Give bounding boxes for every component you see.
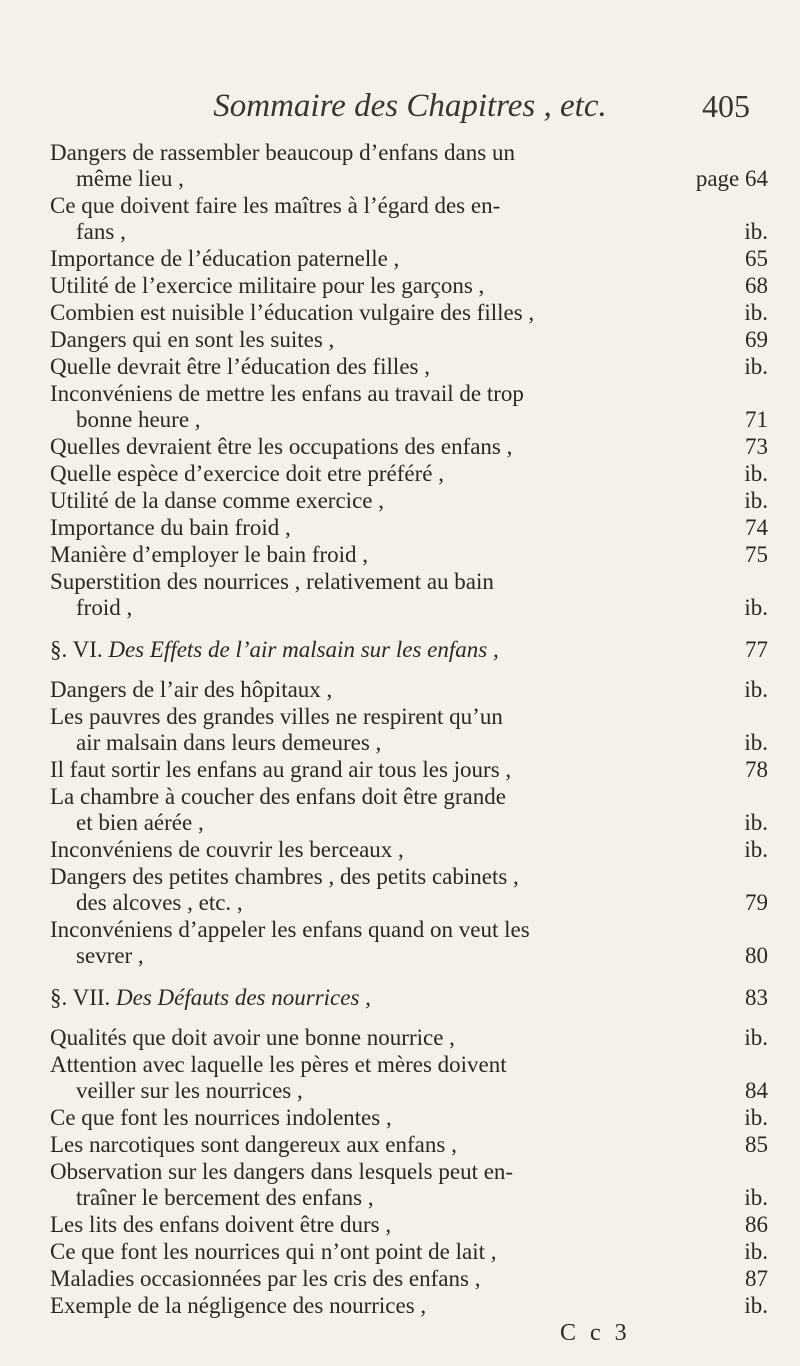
section-heading-vii — [50, 985, 768, 1011]
entry-text-continuation: traîner le bercement des enfans , — [76, 1185, 374, 1210]
entry-text: Importance de l’éducation paternelle , — [50, 246, 400, 271]
toc-entry — [50, 246, 768, 272]
toc-entry — [50, 1052, 768, 1104]
catchword: C c 3 — [560, 1320, 631, 1346]
entry-page: 65 — [745, 246, 768, 271]
toc-entry — [50, 704, 768, 756]
entry-text: Dangers qui en sont les suites , — [50, 327, 335, 352]
entry-text-continuation: air malsain dans leurs demeures , — [76, 730, 382, 755]
entry-text: Ce que font les nourrices qui n’ont point de lait , — [50, 1239, 497, 1264]
entry-page: 73 — [745, 434, 768, 459]
entry-text: Dangers de rassembler beaucoup d’enfans dans un — [50, 140, 515, 165]
toc-entry — [50, 354, 768, 380]
entry-page: ib. — [744, 1293, 768, 1318]
entry-page: ib. — [744, 461, 768, 486]
entry-page: ib. — [744, 488, 768, 513]
entry-text-continuation: froid , — [76, 595, 133, 620]
entry-text: Il faut sortir les enfans au grand air tous les jours , — [50, 757, 512, 782]
entry-text: Observation sur les dangers dans lesquels peut en- — [50, 1159, 514, 1184]
toc-entry — [50, 273, 768, 299]
toc-entry — [50, 1025, 768, 1051]
entry-text: Maladies occasionnées par les cris des enfans , — [50, 1266, 481, 1291]
toc-entry — [50, 1105, 768, 1131]
entry-page: 69 — [745, 327, 768, 352]
entry-text: Inconvéniens de mettre les enfans au travail de trop — [50, 381, 524, 406]
entry-text: Manière d’employer le bain froid , — [50, 542, 369, 567]
toc-entry — [50, 1293, 768, 1319]
entry-page: ib. — [744, 677, 768, 702]
toc-entry — [50, 757, 768, 783]
entry-text: Ce que doivent faire les maîtres à l’égard des en- — [50, 193, 501, 218]
entry-page: ib. — [744, 730, 768, 755]
entry-text: Inconvéniens de couvrir les berceaux , — [50, 837, 404, 862]
entry-list-part-6 — [50, 677, 768, 969]
entry-page: 80 — [745, 943, 768, 968]
toc-entry — [50, 381, 768, 433]
toc-entry — [50, 1159, 768, 1211]
entry-text-continuation: veiller sur les nourrices , — [76, 1078, 303, 1103]
toc-entry — [50, 193, 768, 245]
entry-page: 85 — [745, 1132, 768, 1157]
entry-page: 84 — [745, 1078, 768, 1103]
entry-text-continuation: fans , — [76, 219, 126, 244]
toc-entry — [50, 461, 768, 487]
entry-text: Dangers de l’air des hôpitaux , — [50, 677, 333, 702]
toc-entry — [50, 917, 768, 969]
entry-page: ib. — [744, 1185, 768, 1210]
entry-page: 78 — [745, 757, 768, 782]
toc-entry — [50, 784, 768, 836]
entry-text: Les pauvres des grandes villes ne respirent qu’un — [50, 704, 503, 729]
section-page: 77 — [745, 637, 768, 662]
entry-page: 87 — [745, 1266, 768, 1291]
toc-entry — [50, 542, 768, 568]
entry-page: 75 — [745, 542, 768, 567]
entry-text: Combien est nuisible l’éducation vulgaire des filles , — [50, 300, 535, 325]
entry-page: ib. — [744, 300, 768, 325]
entry-text: Exemple de la négligence des nourrices , — [50, 1293, 427, 1318]
toc-entry — [50, 300, 768, 326]
section-heading-vi — [50, 637, 768, 663]
entry-text: Quelle espèce d’exercice doit etre préféré , — [50, 461, 444, 486]
toc-entry — [50, 1266, 768, 1292]
entry-page: ib. — [744, 1025, 768, 1050]
entry-text: Importance du bain froid , — [50, 515, 291, 540]
entry-page: ib. — [744, 595, 768, 620]
section-symbol: §. VI. — [50, 637, 103, 662]
entry-list-part-7 — [50, 1025, 768, 1319]
toc-entry — [50, 569, 768, 621]
entry-text-continuation: et bien aérée , — [76, 810, 204, 835]
section-page: 83 — [745, 985, 768, 1010]
running-header — [110, 88, 750, 132]
entry-text: La chambre à coucher des enfans doit être grande — [50, 784, 506, 809]
toc-entry — [50, 515, 768, 541]
entry-page: ib. — [744, 1239, 768, 1264]
entry-text: Les narcotiques sont dangereux aux enfans , — [50, 1132, 457, 1157]
entry-text: Quelles devraient être les occupations des enfans , — [50, 434, 513, 459]
entry-text: Superstition des nourrices , relativement au bain — [50, 569, 494, 594]
toc-entry — [50, 327, 768, 353]
toc-entry — [50, 140, 768, 192]
entry-page: ib. — [744, 1105, 768, 1130]
entry-text: Ce que font les nourrices indolentes , — [50, 1105, 392, 1130]
entry-page: 74 — [745, 515, 768, 540]
entry-list-part-5 — [50, 140, 768, 621]
entry-text: Dangers des petites chambres , des petits cabinets , — [50, 864, 519, 889]
entry-page: ib. — [744, 354, 768, 379]
toc-entry — [50, 1239, 768, 1265]
toc-entry — [50, 1132, 768, 1158]
running-title: Sommaire des Chapitres , etc. — [213, 88, 607, 124]
toc-entry — [50, 837, 768, 863]
entry-text: Utilité de l’exercice militaire pour les garçons , — [50, 273, 485, 298]
toc-entry — [50, 864, 768, 916]
section-title: Des Défauts des nourrices , — [116, 985, 371, 1010]
entry-page: 86 — [745, 1212, 768, 1237]
section-title: Des Effets de l’air malsain sur les enfans , — [108, 637, 499, 662]
entry-text: Utilité de la danse comme exercice , — [50, 488, 384, 513]
entry-text-continuation: bonne heure , — [76, 407, 201, 432]
entry-page: ib. — [744, 219, 768, 244]
entry-page: page 64 — [695, 166, 768, 191]
entry-text-continuation: des alcoves , etc. , — [76, 890, 243, 915]
entry-page: 71 — [745, 407, 768, 432]
entry-page: ib. — [744, 837, 768, 862]
entry-page: 79 — [745, 890, 768, 915]
entry-page: ib. — [744, 810, 768, 835]
entry-text: Attention avec laquelle les pères et mères doivent — [50, 1052, 507, 1077]
entry-text-continuation: même lieu , — [76, 166, 184, 191]
toc-entry — [50, 434, 768, 460]
page-number: 405 — [702, 88, 750, 124]
toc-entry — [50, 677, 768, 703]
entry-text: Quelle devrait être l’éducation des filles , — [50, 354, 430, 379]
toc-entry — [50, 488, 768, 514]
toc-entry — [50, 1212, 768, 1238]
section-symbol: §. VII. — [50, 985, 111, 1010]
table-of-contents — [50, 140, 768, 1320]
entry-page: 68 — [745, 273, 768, 298]
entry-text: Qualités que doit avoir une bonne nourrice , — [50, 1025, 455, 1050]
entry-text: Les lits des enfans doivent être durs , — [50, 1212, 392, 1237]
entry-text-continuation: sevrer , — [76, 943, 144, 968]
entry-text: Inconvéniens d’appeler les enfans quand on veut les — [50, 917, 530, 942]
